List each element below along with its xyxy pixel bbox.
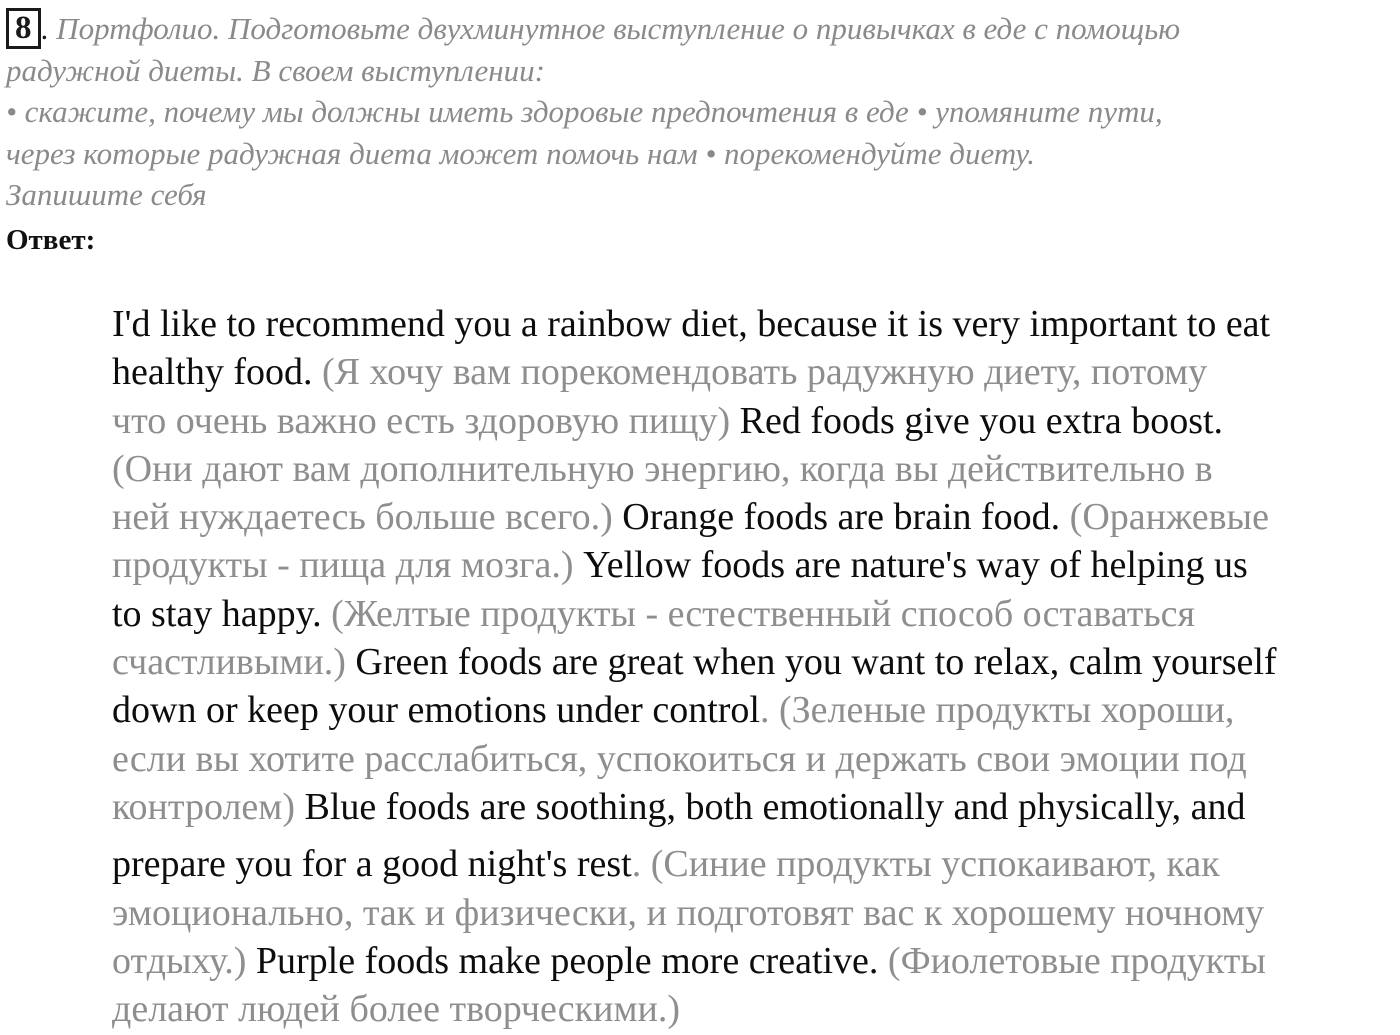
answer-label: Ответ: [6, 224, 96, 256]
english-sentence: Orange foods are brain food. [612, 496, 1061, 539]
english-sentence: I'd like to recommend you a rainbow diet, because it is very important to eat [112, 303, 1271, 345]
answer-text [112, 300, 1397, 1033]
task-statement [6, 8, 1396, 216]
answer-line [112, 686, 1397, 734]
english-sentence: Purple foods make people more creative. [246, 939, 879, 982]
answer-line [112, 638, 1397, 686]
answer-line [112, 541, 1397, 589]
russian-translation: (Оранжевые [1060, 496, 1269, 539]
task-line: Запишите себя [6, 177, 207, 212]
russian-translation: контролем) [112, 785, 295, 828]
answer-line [112, 397, 1397, 445]
russian-translation: ней нуждаетесь больше всего.) [112, 496, 613, 539]
russian-translation: счастливыми.) [112, 641, 346, 684]
english-sentence: Red foods give you extra boost. [730, 399, 1224, 442]
answer-line [112, 840, 1397, 888]
russian-translation: . (Синие продукты успокаивают, как [631, 843, 1220, 886]
answer-line [112, 735, 1397, 783]
russian-translation: что очень важно есть здоровую пищу) [112, 399, 731, 442]
russian-translation: (Они дают вам дополнительную энергию, когда вы действительно в [112, 447, 1213, 490]
english-sentence: to stay happy. [112, 592, 322, 635]
english-sentence: down or keep your emotions under control [112, 689, 760, 732]
english-sentence: prepare you for a good night's rest [112, 843, 632, 886]
answer-line [112, 889, 1397, 937]
answer-line [112, 445, 1397, 493]
answer-line [112, 985, 1397, 1033]
task-line: • скажите, почему мы должны иметь здоровые предпочтения в еде • упомяните пути, [6, 94, 1163, 129]
russian-translation: эмоционально, так и физически, и подготовят вас к хорошему ночному [112, 891, 1265, 934]
russian-translation: (Я хочу вам порекомендовать радужную диету, потому [312, 351, 1208, 394]
english-sentence: Yellow foods are nature's way of helping us [573, 544, 1248, 587]
answer-line [112, 348, 1397, 396]
answer-line [112, 937, 1397, 985]
russian-translation: если вы хотите расслабиться, успокоиться и держать свои эмоции под [112, 737, 1247, 780]
russian-translation: отдыху.) [112, 939, 247, 982]
russian-translation: . (Зеленые продукты хороши, [759, 689, 1235, 732]
task-line: радужной диеты. В своем выступлении: [6, 52, 545, 88]
answer-line [112, 493, 1397, 541]
task-line: через которые радужная диета может помочь нам • порекомендуйте диету. [6, 135, 1035, 171]
russian-translation: (Желтые продукты - естественный способ оставаться [321, 592, 1196, 635]
english-sentence: healthy food. [112, 351, 313, 394]
answer-line [112, 300, 1397, 348]
english-sentence: Green foods are great when you want to relax, calm yourself [345, 641, 1277, 684]
task-text: Портфолио. Подготовьте двухминутное выступление о привычках в еде с помощью [56, 11, 1181, 46]
russian-translation: продукты - пища для мозга.) [112, 544, 574, 587]
answer-line [112, 783, 1397, 831]
answer-line [112, 590, 1397, 638]
russian-translation: (Фиолетовые продукты [878, 939, 1266, 982]
task-line [6, 8, 1396, 50]
english-sentence: Blue foods are soothing, both emotionally and physically, and [294, 785, 1246, 828]
task-number-dot: . [40, 11, 49, 46]
russian-translation: делают людей более творческими.) [112, 988, 680, 1031]
task-number: 8 [6, 8, 41, 49]
